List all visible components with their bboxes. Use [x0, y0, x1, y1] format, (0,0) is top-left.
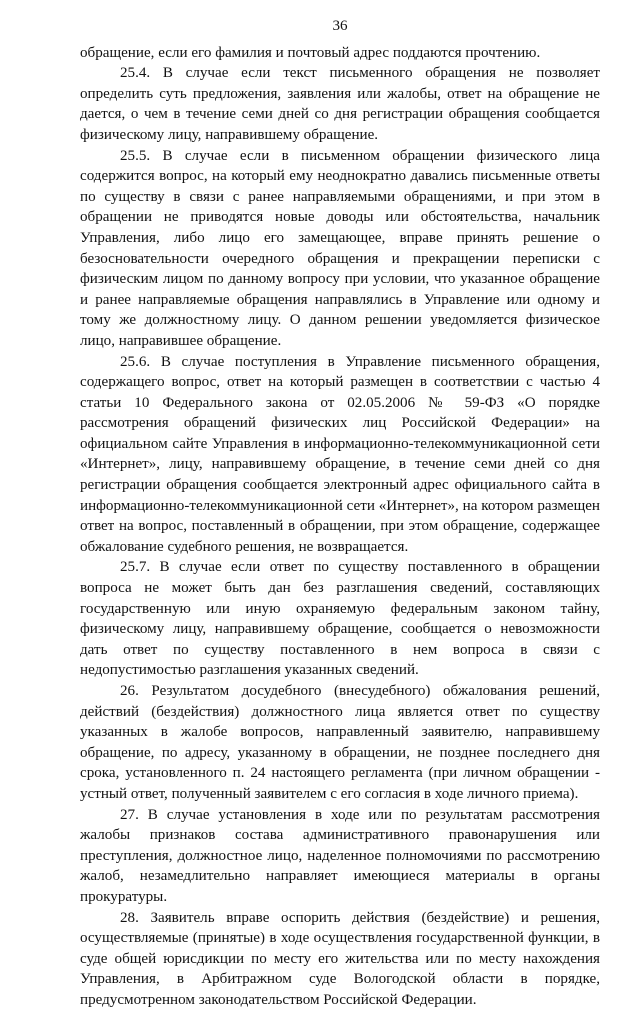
paragraph-25-6: 25.6. В случае поступления в Управление письменного обращения, содержащего вопрос, ответ на который размещен в соответствии с частью 4 статьи 10 Федерального закона от 02.05.2006 № 59-ФЗ «О порядке рассмотрения обращений физических лиц Российской Федерации» на официальном сайте Управления в информационно-телекоммуникационной сети «Интернет», лицу, направившему обращение, в течение семи дней со дня регистрации обращения сообщается электронный адрес официального сайта в информационно-телекоммуникационной сети «Интернет», на котором размещен ответ на вопрос, поставленный в обращении, при этом обращение, содержащее обжалование судебного решения, не возвращается. — [80, 353, 600, 555]
paragraph-26: 26. Результатом досудебного (внесудебного) обжалования решений, действий (бездействия) должностного лица является ответ по существу указанных в жалобе вопросов, направленный заявителю, направившему обращение, по адресу, указанному в обращении, не позднее последнего дня срока, установленного п. 24 настоящего регламента (при личном обращении - устный ответ, полученный заявителем с его согласия в ходе личного приема). — [80, 683, 600, 802]
paragraph-continuation: обращение, если его фамилия и почтовый адрес поддаются прочтению. — [80, 44, 541, 61]
paragraph-27: 27. В случае установления в ходе или по результатам рассмотрения жалобы признаков состава административного правонарушения или преступления, должностное лицо, наделенное полномочиями по рассмотрению жалоб, незамедлительно направляет имеющиеся материалы в органы прокуратуры. — [80, 806, 600, 905]
paragraph-25-5: 25.5. В случае если в письменном обращении физического лица содержится вопрос, на который ему неоднократно давались письменные ответы по существу в связи с ранее направляемыми обращениями, и при этом в обращении не приводятся новые доводы или обстоятельства, начальник Управления, либо лицо его замещающее, вправе принять решение о безосновательности очередного обращения и прекращении переписки с физическим лицом по данному вопросу при условии, что указанное обращение и ранее направляемые обращения направлялись в Управление или одному и тому же должностному лицу. О данном решении уведомляется физическое лицо, направившее обращение. — [80, 147, 600, 349]
paragraph-25-7: 25.7. В случае если ответ по существу поставленного в обращении вопроса не может быть дан без разглашения сведений, составляющих государственную или иную охраняемую федеральным законом тайну, физическому лицу, направившему обращение, сообщается о невозможности дать ответ по существу поставленного в нем вопроса в связи с недопустимостью разглашения указанных сведений. — [80, 559, 600, 679]
document-page — [80, 16, 600, 1011]
paragraph-25-4: 25.4. В случае если текст письменного обращения не позволяет определить суть предложения, заявления или жалобы, ответ на обращение не дается, о чем в течение семи дней со дня регистрации обращения сообщается физическому лицу, направившему обращение. — [80, 65, 600, 143]
paragraph-28: 28. Заявитель вправе оспорить действия (бездействие) и решения, осуществляемые (принятые) в ходе осуществления государственной функции, в суде общей юрисдикции по месту его жительства или по месту нахождения Управления, в Арбитражном суде Вологодской области в порядке, предусмотренном законодательством Российской Федерации. — [80, 909, 600, 1008]
page-number: 36 — [332, 18, 348, 34]
